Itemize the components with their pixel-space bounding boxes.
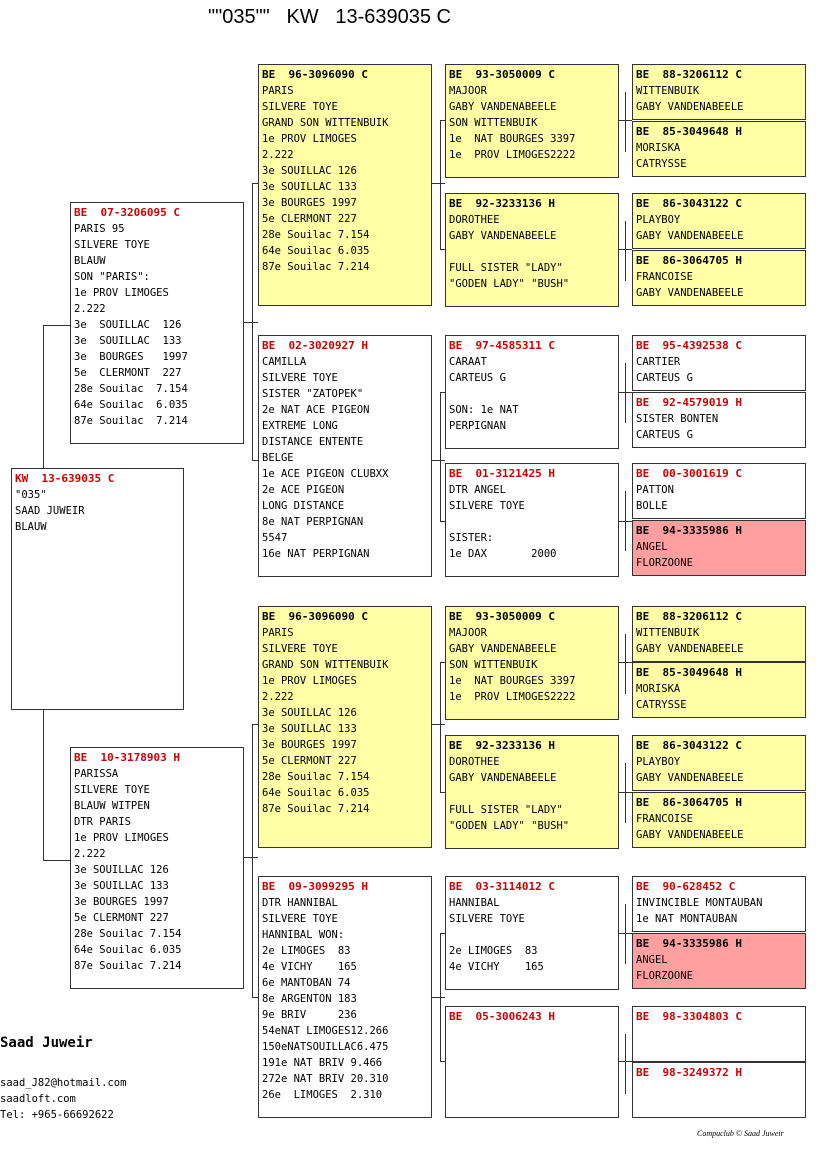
pedigree-line: GRAND SON WITTENBUIK (262, 659, 389, 671)
pedigree-line: BOLLE (636, 500, 668, 512)
ring-number: BE 02-3020927 H (262, 339, 368, 352)
pedigree-line: DOROTHEE (449, 756, 500, 768)
pedigree-line: MAJOOR (449, 85, 487, 97)
pedigree-card-be-94-3335986-a (632, 520, 806, 576)
pedigree-line: 272e NAT BRIV 20.310 (262, 1073, 389, 1085)
ring-number: BE 98-3304803 C (636, 1010, 742, 1023)
pedigree-line: FULL SISTER "LADY" (449, 804, 563, 816)
pedigree-line: "GODEN LADY" "BUSH" (449, 820, 570, 832)
pedigree-line: GABY VANDENABEELE (449, 230, 557, 242)
pedigree-line: GABY VANDENABEELE (449, 643, 557, 655)
pedigree-line: HANNIBAL WON: (262, 929, 345, 941)
pedigree-line: 3e SOUILLAC 126 (74, 319, 182, 331)
pedigree-line: 1e PROV LIMOGES (74, 832, 169, 844)
connector-line (244, 857, 258, 858)
pedigree-card-be-07-3206095 (70, 202, 244, 444)
pedigree-line: MAJOOR (449, 627, 487, 639)
pedigree-line: 1e PROV LIMOGES (262, 675, 357, 687)
pedigree-line: CARTIER (636, 356, 681, 368)
pedigree-line: 1e ACE PIGEON CLUBXX (262, 468, 389, 480)
ring-number: BE 96-3096090 C (262, 610, 368, 623)
ring-number: BE 01-3121425 H (449, 467, 555, 480)
pedigree-line: 3e SOUILLAC 133 (74, 880, 169, 892)
ring-number: BE 86-3064705 H (636, 796, 742, 809)
pedigree-line: 87e Souilac 7.214 (262, 261, 370, 273)
pedigree-line: GRAND SON WITTENBUIK (262, 117, 389, 129)
pedigree-line: DTR ANGEL (449, 484, 506, 496)
pedigree-line: 3e SOUILLAC 126 (262, 165, 357, 177)
pedigree-line: CARTEUS G (636, 429, 693, 441)
pedigree-line: 1e DAX 2000 (449, 548, 557, 560)
connector-line (440, 662, 441, 724)
pedigree-line: 5547 (262, 532, 288, 544)
connector-line (432, 460, 445, 461)
pedigree-line: MORISKA (636, 142, 681, 154)
pedigree-line: 3e SOUILLAC 133 (262, 181, 357, 193)
pedigree-line: 2.222 (262, 691, 294, 703)
pedigree-card-be-94-3335986-b (632, 933, 806, 989)
pedigree-card-be-98-3304803 (632, 1006, 806, 1062)
pedigree-line: GABY VANDENABEELE (449, 772, 557, 784)
pedigree-line: GABY VANDENABEELE (636, 829, 744, 841)
pedigree-card-be-90-628452 (632, 876, 806, 932)
pedigree-card-be-86-3064705-a (632, 250, 806, 306)
pedigree-line: 1e PROV LIMOGES (262, 133, 357, 145)
pedigree-card-kw-13-639035 (11, 468, 184, 710)
connector-line (625, 763, 626, 823)
pedigree-line: 3e SOUILLAC 133 (74, 335, 182, 347)
pedigree-line: 2.222 (262, 149, 294, 161)
pedigree-line: FLORZOONE (636, 970, 693, 982)
pedigree-line: FULL SISTER "LADY" (449, 262, 563, 274)
pedigree-card-be-93-3050009-b (445, 606, 619, 720)
pedigree-card-be-98-3249372 (632, 1062, 806, 1118)
ring-number: BE 07-3206095 C (74, 206, 180, 219)
pedigree-line: 8e NAT PERPIGNAN (262, 516, 364, 528)
owner-website[interactable]: saadloft.com (0, 1093, 76, 1105)
pedigree-line: MORISKA (636, 683, 681, 695)
pedigree-line: SILVERE TOYE (449, 500, 525, 512)
connector-line (440, 120, 441, 183)
ring-number: BE 96-3096090 C (262, 68, 368, 81)
pedigree-line: 5e CLERMONT 227 (74, 912, 169, 924)
pedigree-line: DOROTHEE (449, 214, 500, 226)
connector-line (432, 997, 445, 998)
pedigree-card-be-95-4392538 (632, 335, 806, 391)
pedigree-line: SILVERE TOYE (262, 101, 338, 113)
connector-line (252, 724, 253, 857)
connector-line (625, 363, 626, 423)
pedigree-line: SILVERE TOYE (262, 372, 338, 384)
pedigree-line: BLAUW (74, 255, 106, 267)
pedigree-line: WITTENBUIK (636, 85, 700, 97)
pedigree-line: 9e BRIV 236 (262, 1009, 357, 1021)
pedigree-line: 87e Souilac 7.214 (74, 415, 188, 427)
pedigree-line: GABY VANDENABEELE (636, 101, 744, 113)
pedigree-card-be-97-4585311 (445, 335, 619, 449)
connector-line (244, 322, 258, 323)
pedigree-card-be-86-3043122-a (632, 193, 806, 249)
pedigree-line: 16e NAT PERPIGNAN (262, 548, 370, 560)
pedigree-line: 3e SOUILLAC 126 (262, 707, 357, 719)
connector-line (43, 709, 44, 860)
pedigree-line: SILVERE TOYE (74, 784, 150, 796)
pedigree-line: PLAYBOY (636, 214, 681, 226)
ring-number: BE 92-4579019 H (636, 396, 742, 409)
connector-line (625, 221, 626, 281)
ring-number: BE 86-3064705 H (636, 254, 742, 267)
pedigree-line: SILVERE TOYE (449, 913, 525, 925)
pedigree-line: SISTER BONTEN (636, 413, 719, 425)
pedigree-line (449, 786, 615, 802)
pedigree-line: 8e ARGENTON 183 (262, 993, 357, 1005)
ring-number: BE 05-3006243 H (449, 1010, 555, 1023)
pedigree-line: GABY VANDENABEELE (636, 230, 744, 242)
connector-line (440, 997, 441, 1061)
pedigree-line: 191e NAT BRIV 9.466 (262, 1057, 383, 1069)
connector-line (252, 183, 253, 322)
owner-name: Saad Juweir (0, 1035, 93, 1051)
pedigree-line (449, 244, 615, 260)
connector-line (432, 724, 445, 725)
connector-line (625, 92, 626, 152)
pedigree-line: SISTER "ZATOPEK" (262, 388, 364, 400)
pedigree-line: 64e Souilac 6.035 (262, 787, 370, 799)
ring-number: BE 09-3099295 H (262, 880, 368, 893)
pedigree-line: PARIS (262, 627, 294, 639)
ring-number: BE 03-3114012 C (449, 880, 555, 893)
pedigree-line: EXTREME LONG (262, 420, 338, 432)
pedigree-line: PERPIGNAN (449, 420, 506, 432)
pedigree-line: 5e CLERMONT 227 (74, 367, 182, 379)
ring-number: BE 00-3001619 C (636, 467, 742, 480)
ring-number: BE 94-3335986 H (636, 937, 742, 950)
pedigree-line: FRANCOISE (636, 813, 693, 825)
pedigree-line: 5e CLERMONT 227 (262, 755, 357, 767)
pedigree-line: 5e CLERMONT 227 (262, 213, 357, 225)
pedigree-line: 2.222 (74, 303, 106, 315)
pedigree-line: BLAUW WITPEN (74, 800, 150, 812)
pedigree-card-be-96-3096090-b (258, 606, 432, 848)
pedigree-line: PLAYBOY (636, 756, 681, 768)
pedigree-line: 2e ACE PIGEON (262, 484, 345, 496)
pedigree-line: 64e Souilac 6.035 (262, 245, 370, 257)
pedigree-line: FLORZOONE (636, 557, 693, 569)
ring-number: BE 95-4392538 C (636, 339, 742, 352)
pedigree-line: 3e SOUILLAC 126 (74, 864, 169, 876)
ring-number: BE 10-3178903 H (74, 751, 180, 764)
pedigree-line: PATTON (636, 484, 674, 496)
pedigree-line: GABY VANDENABEELE (636, 287, 744, 299)
pedigree-line: 26e LIMOGES 2.310 (262, 1089, 383, 1101)
pedigree-card-be-10-3178903 (70, 747, 244, 989)
pedigree-line: DISTANCE ENTENTE (262, 436, 364, 448)
pedigree-line: SON "PARIS": (74, 271, 150, 283)
ring-number: BE 88-3206112 C (636, 610, 742, 623)
pedigree-card-be-05-3006243 (445, 1006, 619, 1118)
pedigree-card-be-01-3121425 (445, 463, 619, 577)
ring-number: BE 94-3335986 H (636, 524, 742, 537)
pedigree-line: PARIS 95 (74, 223, 125, 235)
pedigree-line: 1e PROV LIMOGES2222 (449, 691, 576, 703)
pedigree-card-be-88-3206112-b (632, 606, 806, 662)
ring-number: BE 86-3043122 C (636, 197, 742, 210)
pedigree-line: GABY VANDENABEELE (449, 101, 557, 113)
pedigree-line: 150eNATSOUILLAC6.475 (262, 1041, 389, 1053)
pedigree-line (449, 514, 615, 530)
pedigree-line: PARISSA (74, 768, 119, 780)
connector-line (43, 860, 70, 861)
pedigree-line (449, 386, 615, 402)
pedigree-line: 4e VICHY 165 (449, 961, 544, 973)
pedigree-line: WITTENBUIK (636, 627, 700, 639)
pedigree-line: 2e LIMOGES 83 (262, 945, 351, 957)
pedigree-line: 3e BOURGES 1997 (262, 197, 357, 209)
pedigree-line: 28e Souilac 7.154 (74, 383, 188, 395)
pedigree-card-be-00-3001619 (632, 463, 806, 519)
pedigree-line: SILVERE TOYE (262, 913, 338, 925)
pedigree-line: LONG DISTANCE (262, 500, 345, 512)
pedigree-line: "GODEN LADY" "BUSH" (449, 278, 570, 290)
ring-number: BE 93-3050009 C (449, 610, 555, 623)
pedigree-line: CATRYSSE (636, 158, 687, 170)
pedigree-card-be-85-3049648-b (632, 662, 806, 718)
pedigree-line: 2.222 (74, 848, 106, 860)
pedigree-card-be-02-3020927 (258, 335, 432, 577)
pedigree-line: SILVERE TOYE (262, 643, 338, 655)
connector-line (252, 322, 253, 461)
ring-number: BE 92-3233136 H (449, 197, 555, 210)
ring-number: KW 13-639035 C (15, 472, 115, 485)
pedigree-card-be-09-3099295 (258, 876, 432, 1118)
pedigree-line: 2e NAT ACE PIGEON (262, 404, 370, 416)
pedigree-card-be-92-3233136-b (445, 735, 619, 849)
pedigree-line: 3e SOUILLAC 133 (262, 723, 357, 735)
pedigree-line: 3e BOURGES 1997 (74, 896, 169, 908)
pedigree-line: 28e Souilac 7.154 (74, 928, 182, 940)
connector-line (625, 634, 626, 694)
pedigree-line: BELGE (262, 452, 294, 464)
connector-line (43, 325, 70, 326)
pedigree-line: 87e Souilac 7.214 (74, 960, 182, 972)
pedigree-line: SON: 1e NAT (449, 404, 519, 416)
pedigree-line: 1e PROV LIMOGES2222 (449, 149, 576, 161)
pedigree-card-be-96-3096090-a (258, 64, 432, 306)
pedigree-card-be-92-4579019 (632, 392, 806, 448)
pedigree-line: CARTEUS G (449, 372, 506, 384)
pedigree-card-be-85-3049648-a (632, 121, 806, 177)
pedigree-line: SAAD JUWEIR (15, 505, 85, 517)
pedigree-line: FRANCOISE (636, 271, 693, 283)
pedigree-line: 3e BOURGES 1997 (262, 739, 357, 751)
pedigree-line: CARAAT (449, 356, 487, 368)
pedigree-card-be-93-3050009-a (445, 64, 619, 178)
pedigree-line: 2e LIMOGES 83 (449, 945, 538, 957)
pedigree-line: "035" (15, 489, 47, 501)
pedigree-line: 3e BOURGES 1997 (74, 351, 188, 363)
connector-line (440, 460, 441, 521)
pedigree-line: GABY VANDENABEELE (636, 643, 744, 655)
connector-line (625, 904, 626, 964)
pedigree-line (449, 927, 615, 943)
pedigree-line: 1e NAT BOURGES 3397 (449, 133, 576, 145)
pedigree-line: 54eNAT LIMOGES12.266 (262, 1025, 389, 1037)
ring-number: BE 98-3249372 H (636, 1066, 742, 1079)
owner-email[interactable]: saad_J82@hotmail.com (0, 1077, 127, 1089)
pedigree-line: SISTER: (449, 532, 494, 544)
pedigree-line: 6e MANTOBAN 74 (262, 977, 351, 989)
pedigree-card-be-86-3043122-b (632, 735, 806, 791)
ring-number: BE 97-4585311 C (449, 339, 555, 352)
pedigree-line: 1e NAT BOURGES 3397 (449, 675, 576, 687)
ring-number: BE 88-3206112 C (636, 68, 742, 81)
connector-line (625, 1034, 626, 1094)
connector-line (440, 933, 441, 997)
ring-number: BE 92-3233136 H (449, 739, 555, 752)
pedigree-line: 87e Souilac 7.214 (262, 803, 370, 815)
pedigree-card-be-88-3206112-a (632, 64, 806, 120)
pedigree-line: 64e Souilac 6.035 (74, 399, 188, 411)
connector-line (432, 183, 445, 184)
pedigree-card-be-86-3064705-b (632, 792, 806, 848)
pedigree-line: 28e Souilac 7.154 (262, 229, 370, 241)
connector-line (440, 392, 441, 460)
pedigree-card-be-03-3114012 (445, 876, 619, 990)
ring-number: BE 85-3049648 H (636, 666, 742, 679)
pedigree-line: GABY VANDENABEELE (636, 772, 744, 784)
pedigree-line: ANGEL (636, 954, 668, 966)
pedigree-line: ANGEL (636, 541, 668, 553)
pedigree-line: 1e NAT MONTAUBAN (636, 913, 738, 925)
pedigree-line: BLAUW (15, 521, 47, 533)
pedigree-line: DTR HANNIBAL (262, 897, 338, 909)
connector-line (440, 183, 441, 249)
owner-phone: Tel: +965-66692622 (0, 1109, 114, 1121)
connector-line (625, 491, 626, 551)
connector-line (440, 724, 441, 792)
pedigree-line: CATRYSSE (636, 699, 687, 711)
pedigree-line: 28e Souilac 7.154 (262, 771, 370, 783)
pedigree-title: ""035"" KW 13-639035 C (208, 6, 451, 28)
pedigree-card-be-92-3233136-a (445, 193, 619, 307)
pedigree-line: SON WITTENBUIK (449, 117, 538, 129)
pedigree-line: HANNIBAL (449, 897, 500, 909)
ring-number: BE 85-3049648 H (636, 125, 742, 138)
pedigree-line: 4e VICHY 165 (262, 961, 357, 973)
pedigree-line: 64e Souilac 6.035 (74, 944, 182, 956)
pedigree-line: DTR PARIS (74, 816, 131, 828)
connector-line (43, 325, 44, 469)
connector-line (252, 857, 253, 997)
footer-credit: Compuclub © Saad Juweir (697, 1129, 784, 1138)
pedigree-line: 1e PROV LIMOGES (74, 287, 169, 299)
ring-number: BE 86-3043122 C (636, 739, 742, 752)
pedigree-line: SON WITTENBUIK (449, 659, 538, 671)
pedigree-line: CARTEUS G (636, 372, 693, 384)
pedigree-line: SILVERE TOYE (74, 239, 150, 251)
pedigree-line: CAMILLA (262, 356, 307, 368)
pedigree-line: PARIS (262, 85, 294, 97)
ring-number: BE 90-628452 C (636, 880, 736, 893)
pedigree-line: INVINCIBLE MONTAUBAN (636, 897, 763, 909)
ring-number: BE 93-3050009 C (449, 68, 555, 81)
